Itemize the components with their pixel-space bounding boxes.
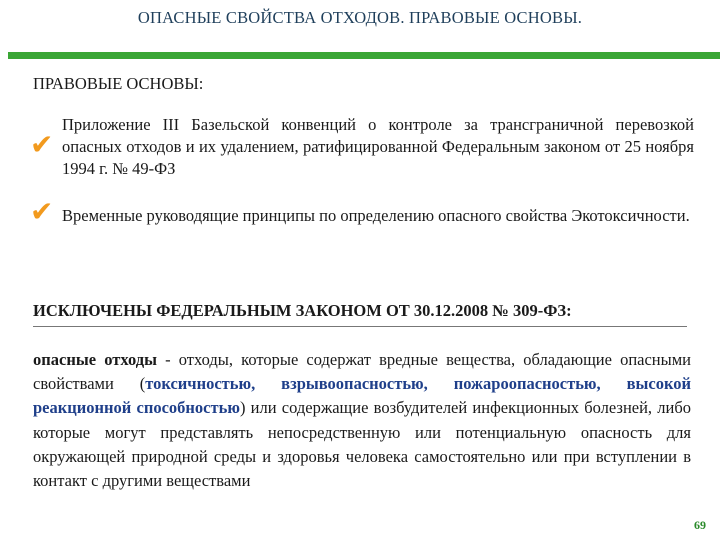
definition-text-part1: - отходы, которые содержат вредные вещества, обладающие опасными свойствами (: [33, 350, 691, 394]
bullet-basel-convention: Приложение III Базельской конвенций о контроле за трансграничной перевозкой опасных отходов и их удалением, ратифицированной Федеральным законом от 25 ноября 1994 г. № 49-ФЗ: [62, 115, 694, 178]
title-underline-bar: [8, 52, 720, 59]
excluded-by-law-heading: ИСКЛЮЧЕНЫ ФЕДЕРАЛЬНЫМ ЗАКОНОМ ОТ 30.12.2008 № 309-ФЗ:: [33, 301, 572, 320]
divider: [33, 326, 687, 327]
page-number: 69: [694, 518, 706, 532]
bullet-ecotoxicity-guidelines: Временные руководящие принципы по определению опасного свойства Экотоксичности.: [62, 206, 690, 225]
page-title: ОПАСНЫЕ СВОЙСТВА ОТХОДОВ. ПРАВОВЫЕ ОСНОВЫ.: [137, 8, 583, 27]
definition-term: опасные отходы: [33, 350, 157, 369]
definition-properties: токсичностью, взрывоопасностью, пожароопасностью, высокой реакционной способностью: [33, 374, 692, 418]
definition-text-part2: ) или содержащие возбудителей инфекционных болезней, либо которые могут представлять непосредственную или потенциальную опасность для окружающей природной среды и здоровья человека самостоятельно или при вступлении в контакт с другими веществами: [33, 398, 691, 491]
legal-basis-heading: ПРАВОВЫЕ ОСНОВЫ:: [33, 74, 204, 93]
checkmark-icon: ✔: [30, 128, 54, 161]
checkmark-icon: ✔: [30, 195, 54, 228]
hazardous-waste-definition: [33, 348, 691, 493]
